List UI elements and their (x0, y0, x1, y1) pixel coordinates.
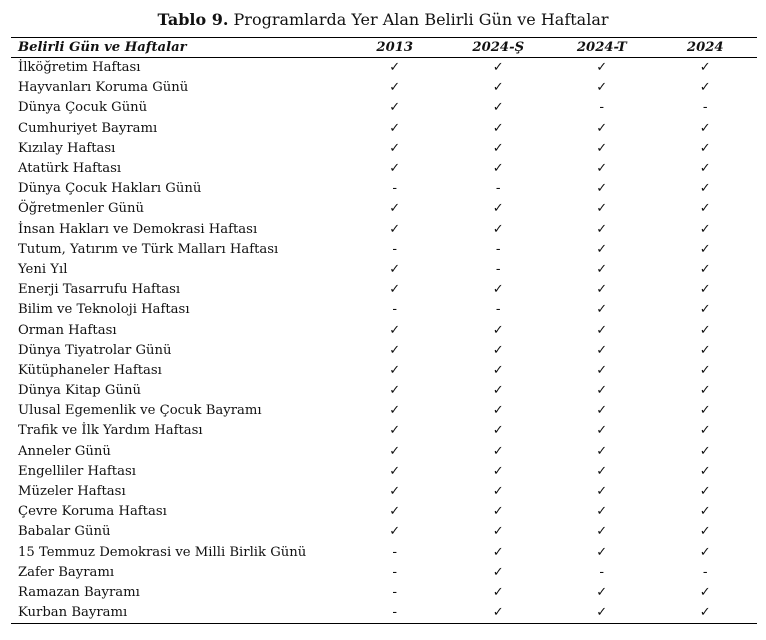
row-label: Ulusal Egemenlik ve Çocuk Bayramı (18, 403, 262, 419)
row-label: Trafik ve İlk Yardım Haftası (18, 423, 203, 439)
value-2013: - (392, 564, 398, 580)
table-row (11, 119, 757, 139)
value-2013: ✓ (389, 504, 401, 520)
table-row (11, 583, 757, 603)
row-label: Hayvanları Koruma Günü (18, 80, 189, 96)
value-2024-t: ✓ (596, 60, 608, 76)
row-label: Dünya Çocuk Hakları Günü (18, 181, 202, 197)
row-label: Enerji Tasarrufu Haftası (18, 282, 181, 298)
value-2024-t: ✓ (596, 322, 608, 338)
value-2013: ✓ (389, 120, 401, 136)
table-caption-label: Tablo 9. (157, 10, 229, 29)
table-row (11, 159, 757, 179)
value-2024-t: ✓ (596, 201, 608, 217)
value-2024-s: ✓ (492, 282, 504, 298)
table-row (11, 381, 757, 401)
value-2024: ✓ (699, 221, 711, 237)
value-2024-s: ✓ (492, 100, 504, 116)
value-2024: ✓ (699, 463, 711, 479)
value-2024: ✓ (699, 80, 711, 96)
table-row (11, 139, 757, 159)
table-row (11, 58, 757, 79)
value-2024-t: ✓ (596, 342, 608, 358)
special-days-table (11, 37, 757, 624)
value-2024-t: ✓ (596, 161, 608, 177)
table-row (11, 341, 757, 361)
row-label: Babalar Günü (18, 524, 111, 540)
row-label: Tutum, Yatırım ve Türk Malları Haftası (18, 241, 279, 257)
value-2024-t: ✓ (596, 544, 608, 560)
row-label: Dünya Kitap Günü (18, 383, 141, 399)
value-2013: ✓ (389, 362, 401, 378)
value-2024: ✓ (699, 423, 711, 439)
value-2024-t: ✓ (596, 443, 608, 459)
value-2024-s: ✓ (492, 60, 504, 76)
value-2013: - (392, 181, 398, 197)
value-2024: ✓ (699, 544, 711, 560)
row-label: Bilim ve Teknoloji Haftası (18, 302, 190, 318)
table-row (11, 361, 757, 381)
row-label: Cumhuriyet Bayramı (18, 120, 158, 136)
table-row (11, 98, 757, 118)
value-2013: - (343, 603, 447, 624)
value-2024-s: ✓ (492, 544, 504, 560)
value-2013: ✓ (389, 261, 401, 277)
table-body (11, 58, 757, 624)
value-2013: ✓ (389, 322, 401, 338)
row-label: Kurban Bayramı (11, 603, 343, 624)
value-2024: ✓ (654, 603, 758, 624)
value-2024: ✓ (699, 524, 711, 540)
value-2024: - (702, 564, 708, 580)
table-row (11, 421, 757, 441)
value-2013: - (392, 544, 398, 560)
table-row (11, 442, 757, 462)
value-2013: ✓ (389, 484, 401, 500)
value-2024-t: ✓ (596, 423, 608, 439)
value-2013: ✓ (389, 443, 401, 459)
header-2024-s: 2024-Ş (447, 38, 551, 58)
value-2013: ✓ (389, 60, 401, 76)
value-2024: ✓ (699, 140, 711, 156)
value-2024-s: ✓ (492, 564, 504, 580)
table-row (11, 300, 757, 320)
value-2024-s: ✓ (492, 524, 504, 540)
value-2024: ✓ (699, 302, 711, 318)
value-2013: ✓ (389, 524, 401, 540)
value-2024-t: - (599, 564, 605, 580)
value-2024-t: ✓ (596, 181, 608, 197)
value-2013: ✓ (389, 201, 401, 217)
value-2024: ✓ (699, 181, 711, 197)
value-2024: ✓ (699, 60, 711, 76)
value-2013: ✓ (389, 463, 401, 479)
value-2013: ✓ (389, 342, 401, 358)
table-caption (0, 10, 766, 30)
value-2024-t: ✓ (596, 302, 608, 318)
value-2024-s: ✓ (492, 403, 504, 419)
table-row (11, 563, 757, 583)
value-2013: ✓ (389, 161, 401, 177)
value-2024-s: - (495, 302, 501, 318)
value-2024: ✓ (699, 282, 711, 298)
row-label: Dünya Tiyatrolar Günü (18, 342, 172, 358)
value-2024-t: ✓ (596, 403, 608, 419)
table-header-row (11, 38, 757, 58)
value-2024-s: ✓ (492, 201, 504, 217)
value-2024-t: ✓ (596, 463, 608, 479)
row-label: Öğretmenler Günü (18, 201, 144, 217)
row-label: Zafer Bayramı (18, 564, 115, 580)
table-row (11, 179, 757, 199)
header-days-weeks: Belirli Gün ve Haftalar (11, 38, 343, 58)
value-2024: ✓ (699, 342, 711, 358)
value-2024-t: ✓ (596, 362, 608, 378)
value-2013: ✓ (389, 80, 401, 96)
value-2013: - (392, 241, 398, 257)
value-2013: ✓ (389, 100, 401, 116)
value-2013: ✓ (389, 423, 401, 439)
row-label: Kütüphaneler Haftası (18, 362, 162, 378)
value-2013: - (392, 584, 398, 600)
value-2024-t: ✓ (596, 282, 608, 298)
table-row (11, 482, 757, 502)
value-2024-s: ✓ (492, 463, 504, 479)
value-2024: ✓ (699, 362, 711, 378)
value-2013: ✓ (389, 383, 401, 399)
table-row (11, 199, 757, 219)
value-2024-s: ✓ (492, 80, 504, 96)
row-label: Orman Haftası (18, 322, 117, 338)
value-2024-s: - (495, 241, 501, 257)
header-2024-t: 2024-T (550, 38, 654, 58)
table-row (11, 603, 757, 624)
value-2024-t: ✓ (596, 241, 608, 257)
value-2024-s: ✓ (492, 221, 504, 237)
table-row (11, 502, 757, 522)
value-2024: - (702, 100, 708, 116)
table-row (11, 260, 757, 280)
row-label: Yeni Yıl (18, 261, 68, 277)
value-2024-s: ✓ (492, 383, 504, 399)
value-2024-t: ✓ (596, 584, 608, 600)
header-2013: 2013 (343, 38, 447, 58)
value-2024: ✓ (699, 120, 711, 136)
value-2024-s: ✓ (492, 120, 504, 136)
value-2024: ✓ (699, 161, 711, 177)
table-row (11, 280, 757, 300)
value-2024-t: ✓ (596, 261, 608, 277)
table-header (11, 38, 757, 58)
value-2013: ✓ (389, 140, 401, 156)
value-2024: ✓ (699, 261, 711, 277)
value-2024: ✓ (699, 403, 711, 419)
value-2024-t: ✓ (596, 383, 608, 399)
value-2024: ✓ (699, 383, 711, 399)
value-2024-s: - (495, 261, 501, 277)
value-2024-t: ✓ (596, 221, 608, 237)
value-2024: ✓ (699, 504, 711, 520)
value-2024-s: ✓ (492, 504, 504, 520)
value-2024: ✓ (699, 584, 711, 600)
table-row (11, 462, 757, 482)
table-row (11, 240, 757, 260)
row-label: İnsan Hakları ve Demokrasi Haftası (18, 221, 258, 237)
value-2024-t: ✓ (596, 524, 608, 540)
value-2013: - (392, 302, 398, 318)
value-2024-s: - (495, 181, 501, 197)
row-label: Atatürk Haftası (18, 161, 122, 177)
value-2024-s: ✓ (492, 161, 504, 177)
value-2024-t: ✓ (550, 603, 654, 624)
table-row (11, 220, 757, 240)
value-2024-s: ✓ (492, 584, 504, 600)
value-2024: ✓ (699, 241, 711, 257)
value-2024-s: ✓ (492, 443, 504, 459)
table-row (11, 401, 757, 421)
value-2024-t: ✓ (596, 484, 608, 500)
value-2024-t: - (599, 100, 605, 116)
value-2024-t: ✓ (596, 140, 608, 156)
value-2024-s: ✓ (492, 484, 504, 500)
table-row (11, 320, 757, 340)
value-2024: ✓ (699, 443, 711, 459)
value-2013: ✓ (389, 282, 401, 298)
value-2024-s: ✓ (492, 423, 504, 439)
value-2024-s: ✓ (492, 140, 504, 156)
value-2024-t: ✓ (596, 80, 608, 96)
row-label: Dünya Çocuk Günü (18, 100, 148, 116)
value-2024: ✓ (699, 201, 711, 217)
row-label: 15 Temmuz Demokrasi ve Milli Birlik Günü (18, 544, 307, 560)
value-2024: ✓ (699, 484, 711, 500)
row-label: Anneler Günü (18, 443, 111, 459)
row-label: Engelliler Haftası (18, 463, 136, 479)
table-row (11, 522, 757, 542)
value-2013: ✓ (389, 221, 401, 237)
table-row (11, 543, 757, 563)
table-caption-title: Programlarda Yer Alan Belirli Gün ve Haftalar (228, 10, 609, 29)
value-2024-t: ✓ (596, 504, 608, 520)
value-2024-s: ✓ (492, 362, 504, 378)
row-label: Müzeler Haftası (18, 484, 126, 500)
row-label: Ramazan Bayramı (18, 584, 140, 600)
row-label: İlköğretim Haftası (18, 60, 141, 76)
value-2013: ✓ (389, 403, 401, 419)
value-2024-s: ✓ (492, 342, 504, 358)
value-2024-s: ✓ (492, 322, 504, 338)
row-label: Çevre Koruma Haftası (18, 504, 167, 520)
value-2024-s: ✓ (447, 603, 551, 624)
header-2024: 2024 (654, 38, 758, 58)
value-2024-t: ✓ (596, 120, 608, 136)
table-row (11, 78, 757, 98)
row-label: Kızılay Haftası (18, 140, 116, 156)
value-2024: ✓ (699, 322, 711, 338)
